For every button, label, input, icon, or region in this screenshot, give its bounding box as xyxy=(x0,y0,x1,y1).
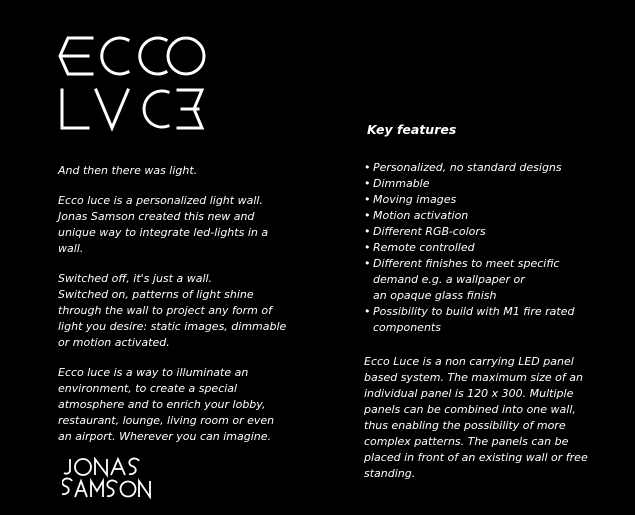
intro-column xyxy=(58,163,298,459)
key-features-list xyxy=(364,160,614,336)
list-item: • Motion activation xyxy=(364,208,614,224)
system-description: Ecco Luce is a non carrying LED panel based system. The maximum size of an individual panel is 120 x 300. Multiple panels can be combined into one wall, thus enabling the possibility of more complex patterns. The panels can be placed in front of an existing wall or free standing. xyxy=(364,355,588,480)
jonas-samson-logo xyxy=(62,457,152,499)
intro-paragraph: Ecco luce is a personalized light wall. Jonas Samson created this new and unique way to integrate led-lights in a wall. xyxy=(58,194,269,255)
list-item: • Personalized, no standard designs xyxy=(364,160,614,176)
key-features-column xyxy=(364,122,614,496)
intro-paragraph: And then there was light. xyxy=(58,164,198,177)
key-features-title: Key features xyxy=(367,122,457,137)
list-item: • Dimmable xyxy=(364,176,614,192)
list-item: • Moving images xyxy=(364,192,614,208)
intro-paragraph: Switched off, it's just a wall. Switched on, patterns of light shine through the wall to project any form of light you desire: static images, dimmable or motion activated. xyxy=(58,272,287,349)
list-item: • Different RGB-colors xyxy=(364,224,614,240)
intro-paragraph: Ecco luce is a way to illuminate an environment, to create a special atmosphere and to enrich your lobby, restaurant, lounge, living room or even an airport. Wherever you can imagine. xyxy=(58,366,275,443)
ecco-luce-logo xyxy=(58,34,208,132)
list-item: • Remote controlled xyxy=(364,240,614,256)
list-item: • Possibility to build with M1 fire rated components xyxy=(364,304,614,336)
list-item: • Different finishes to meet specific demand e.g. a wallpaper or an opaque glass finish xyxy=(364,256,614,304)
